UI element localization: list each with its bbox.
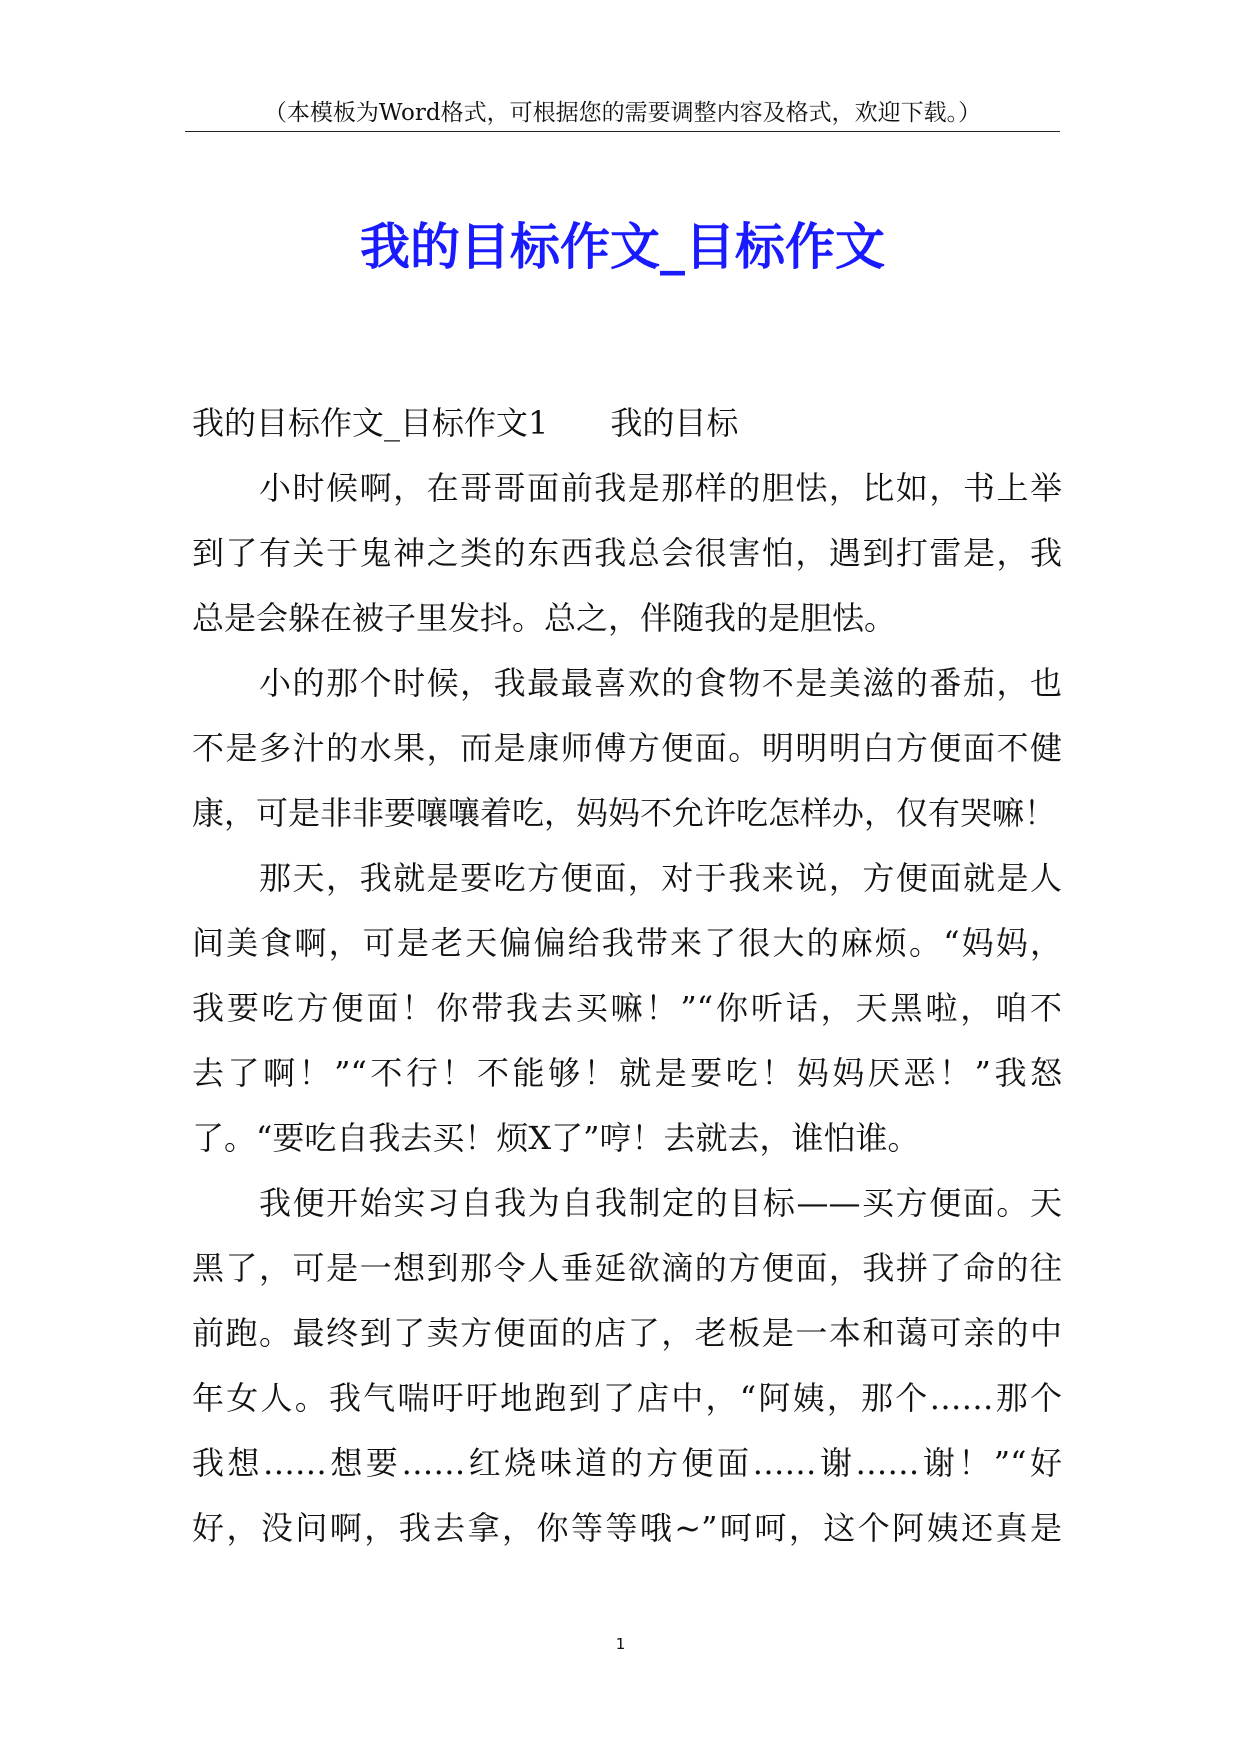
header-rule xyxy=(185,131,1060,132)
header-note: （本模板为Word格式，可根据您的需要调整内容及格式，欢迎下载。） xyxy=(263,100,982,126)
page-number: 1 xyxy=(615,1635,626,1653)
paragraph-line: 好，没问啊，我去拿，你等等哦~”呵呵，这个阿姨还真是 xyxy=(192,1509,1062,1547)
paragraph-line: 我想……想要……红烧味道的方便面……谢……谢！”“好 xyxy=(192,1444,1062,1482)
section-subheading: 我的目标 xyxy=(610,404,739,442)
paragraph-line: 间美食啊，可是老天偏偏给我带来了很大的麻烦。“妈妈， xyxy=(192,924,1062,962)
paragraph-line: 那天，我就是要吃方便面，对于我来说，方便面就是人 xyxy=(259,859,1062,897)
section-heading-text: 我的目标作文_目标作文1 xyxy=(192,404,549,442)
paragraph-line: 不是多汁的水果，而是康师傅方便面。明明明白方便面不健 xyxy=(192,729,1062,767)
paragraph-line: 我便开始实习自我为自我制定的目标——买方便面。天 xyxy=(259,1184,1062,1222)
paragraph-line: 总是会躲在被子里发抖。总之，伴随我的是胆怯。 xyxy=(192,599,897,637)
paragraph-line: 我要吃方便面！你带我去买嘛！”“你听话，天黑啦，咱不 xyxy=(192,989,1062,1027)
paragraph xyxy=(192,456,1062,651)
paragraph-line: 黑了，可是一想到那令人垂延欲滴的方便面，我拼了命的往 xyxy=(192,1249,1062,1287)
paragraph-line: 到了有关于鬼神之类的东西我总会很害怕，遇到打雷是，我 xyxy=(192,534,1062,572)
paragraph xyxy=(192,846,1062,1171)
paragraph xyxy=(192,1171,1062,1561)
document-body xyxy=(192,391,1062,1561)
paragraph-line: 康，可是非非要嚷嚷着吃，妈妈不允许吃怎样办，仅有哭嘛！ xyxy=(192,794,1057,832)
paragraph-line: 小时候啊，在哥哥面前我是那样的胆怯，比如，书上举 xyxy=(259,469,1062,507)
paragraph-line: 了。“要吃自我去买！烦X了”哼！去就去，谁怕谁。 xyxy=(192,1119,920,1157)
paragraph-line: 小的那个时候，我最最喜欢的食物不是美滋的番茄，也 xyxy=(259,664,1062,702)
section-heading xyxy=(192,391,1062,456)
document-title: 我的目标作文_目标作文 xyxy=(360,217,885,276)
paragraph-line: 去了啊！”“不行！不能够！就是要吃！妈妈厌恶！”我怒 xyxy=(192,1054,1062,1092)
paragraph-line: 年女人。我气喘吁吁地跑到了店中，“阿姨，那个……那个 xyxy=(192,1379,1062,1417)
paragraph-line: 前跑。最终到了卖方便面的店了，老板是一本和蔼可亲的中 xyxy=(192,1314,1062,1352)
paragraph xyxy=(192,651,1062,846)
